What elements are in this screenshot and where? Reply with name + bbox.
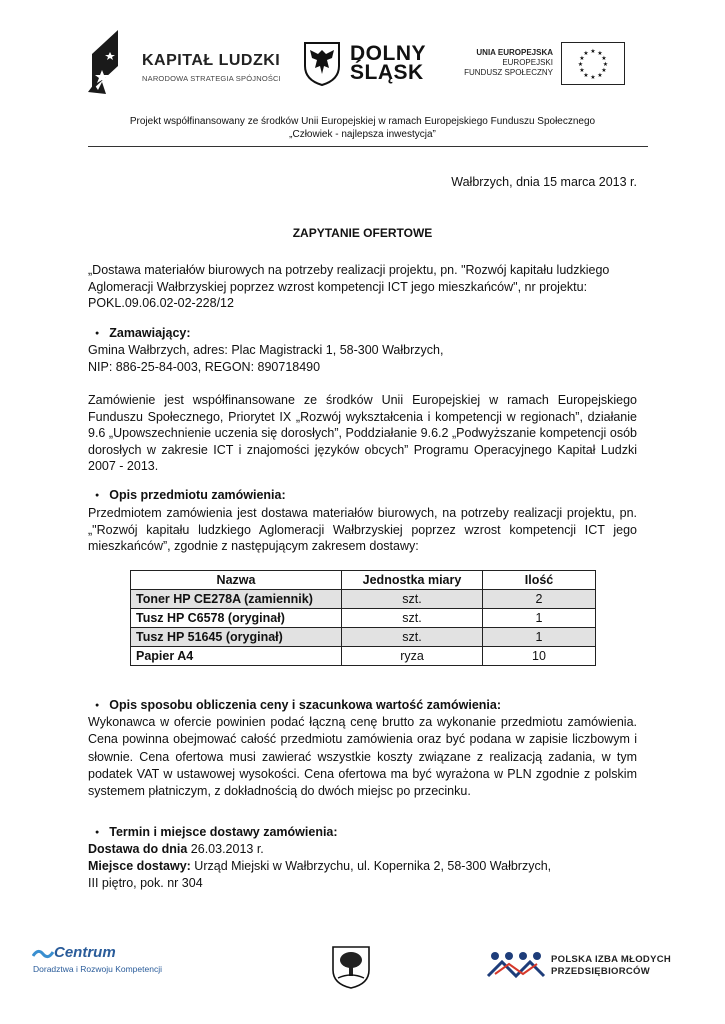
table-header-cell: Ilość bbox=[483, 571, 596, 590]
miejsce-value: Urząd Miejski w Wałbrzychu, ul. Kopernika 2, 58-300 Wałbrzych, bbox=[190, 859, 552, 873]
svg-text:★: ★ bbox=[579, 67, 585, 74]
zamawiajacy-ids: NIP: 886-25-84-003, REGON: 890718490 bbox=[88, 359, 321, 374]
table-cell-name: Tusz HP C6578 (oryginał) bbox=[131, 609, 342, 628]
termin-heading-text: Termin i miejsce dostawy zamówienia: bbox=[109, 825, 338, 839]
pimp-logo bbox=[485, 948, 685, 982]
table-cell-qty: 2 bbox=[483, 590, 596, 609]
project-note-line1: Projekt współfinansowany ze środków Unii Europejskiej w ramach Europejskiego Funduszu Społecznego bbox=[129, 116, 596, 127]
pimp-line1: POLSKA IZBA MŁODYCH bbox=[551, 954, 672, 965]
kapital-ludzki-logo bbox=[88, 30, 288, 98]
table-cell-name: Papier A4 bbox=[131, 647, 342, 666]
table-header-cell: Jednostka miary bbox=[342, 571, 483, 590]
opis-przedmiotu-heading bbox=[95, 488, 286, 502]
project-cofinancing-note bbox=[0, 115, 725, 141]
svg-text:★: ★ bbox=[601, 67, 607, 74]
dolny-slask-line1: DOLNY bbox=[350, 42, 426, 65]
svg-text:★: ★ bbox=[597, 72, 603, 79]
svg-text:★: ★ bbox=[583, 72, 589, 79]
centrum-title: Centrum bbox=[54, 944, 116, 961]
items-table bbox=[130, 570, 596, 666]
svg-text:★: ★ bbox=[579, 55, 585, 62]
dolny-slask-line2: ŚLĄSK bbox=[350, 61, 424, 84]
centrum-logo bbox=[32, 944, 192, 978]
ue-efs-text bbox=[455, 48, 553, 78]
dolny-slask-logo bbox=[302, 40, 442, 90]
zamawiajacy-block bbox=[88, 342, 637, 375]
opis-ceny-heading-text: Opis sposobu obliczenia ceny i szacunkowa wartość zamówienia: bbox=[109, 698, 502, 712]
eagle-shield-icon bbox=[302, 40, 342, 86]
dostawa-value: 26.03.2013 r. bbox=[187, 842, 264, 856]
miejsce-line2: III piętro, pok. nr 304 bbox=[88, 876, 203, 890]
header-divider bbox=[88, 146, 648, 147]
ue-line3: FUNDUSZ SPOŁECZNY bbox=[464, 68, 553, 77]
project-note-line2: „Człowiek - najlepsza inwestycja” bbox=[289, 129, 436, 140]
zamawiajacy-heading-text: Zamawiający: bbox=[109, 326, 191, 340]
opis-ceny-heading bbox=[95, 698, 501, 712]
eu-flag-icon bbox=[561, 42, 625, 85]
centrum-wave-icon bbox=[32, 946, 54, 962]
termin-block bbox=[88, 841, 637, 892]
svg-text:★: ★ bbox=[590, 48, 596, 55]
svg-text:★: ★ bbox=[602, 61, 609, 68]
svg-text:★: ★ bbox=[601, 55, 607, 62]
miejsce-label: Miejsce dostawy: bbox=[88, 859, 191, 873]
dostawa-label: Dostawa do dnia bbox=[88, 842, 188, 856]
table-row bbox=[131, 628, 596, 647]
table-header-row bbox=[131, 571, 596, 590]
opis-przedmiotu-paragraph: Przedmiotem zamówienia jest dostawa materiałów biurowych, na potrzeby realizacji projektu, pn. „"Rozwój kapitału ludzkiego Aglomeracji Wałbrzyskiej poprzez wzrost kompetencji ICT jego mieszkańców”, zgodnie z następującym zakresem dostawy: bbox=[88, 506, 637, 553]
table-cell-name: Toner HP CE278A (zamiennik) bbox=[131, 590, 342, 609]
opis-przedmiotu-heading-text: Opis przedmiotu zamówienia: bbox=[109, 488, 286, 502]
centrum-subtitle: Doradztwa i Rozwoju Kompetencji bbox=[33, 964, 162, 974]
ue-line2: EUROPEJSKI bbox=[502, 58, 553, 67]
dostawa-line bbox=[88, 841, 637, 858]
pimp-figures-icon bbox=[485, 948, 547, 980]
termin-heading bbox=[95, 825, 338, 839]
table-header-cell: Nazwa bbox=[131, 571, 342, 590]
kapital-ludzki-subtitle: NARODOWA STRATEGIA SPÓJNOŚCI bbox=[142, 74, 281, 83]
pimp-line2: PRZEDSIĘBIORCÓW bbox=[551, 966, 650, 977]
cofinancing-paragraph: Zamówienie jest współfinansowane ze środków Unii Europejskiej w ramach Europejskiego Funduszu Społecznego, Priorytet IX „Rozwój wykształcenia i kompetencji w regionach”, działanie 9.6 „Upowszechnienie uczenia się dorosłych”, Poddziałanie 9.6.2 „Podwyższanie kompetencji osób dorosłych w zakresie ICT i znajomości języków obcych” Programu Operacyjnego Kapitał Ludzki 2007 - 2013. bbox=[88, 393, 637, 473]
table-row bbox=[131, 609, 596, 628]
table-row bbox=[131, 647, 596, 666]
table-cell-qty: 1 bbox=[483, 628, 596, 647]
svg-text:★: ★ bbox=[583, 50, 589, 57]
table-cell-unit: szt. bbox=[342, 628, 483, 647]
walbrzych-coat-of-arms-icon bbox=[330, 944, 372, 990]
zamawiajacy-address: Gmina Wałbrzych, adres: Plac Magistracki 1, 58-300 Wałbrzych, bbox=[88, 343, 444, 357]
table-cell-unit: szt. bbox=[342, 609, 483, 628]
table-cell-unit: szt. bbox=[342, 590, 483, 609]
opis-ceny-paragraph: Wykonawca w ofercie powinien podać łączną cenę brutto za wykonanie przedmiotu zamówienia. Cena powinna obejmować całość przedmiotu zamówienia oraz być podana w zapisie liczbowym i słownie. Cena ofertowa musi zawierać wszystkie koszty związane z realizacją zadania, w tym podatek VAT w ustawowej wysokości. Cena ofertowa ma być wyrażona w PLN zgodnie z polskim systemem płatniczym, z dokładnością do dwóch miejsc po przecinku. bbox=[88, 715, 637, 799]
document-title: ZAPYTANIE OFERTOWE bbox=[292, 226, 433, 240]
table-cell-qty: 10 bbox=[483, 647, 596, 666]
zamawiajacy-heading bbox=[95, 326, 191, 340]
table-cell-qty: 1 bbox=[483, 609, 596, 628]
intro-paragraph: „Dostawa materiałów biurowych na potrzeby realizacji projektu, pn. "Rozwój kapitału ludzkiego Aglomeracji Wałbrzyskiej poprzez wzrost kompetencji ICT jego mieszkańców", nr projektu: POKL.09.06.02-02-228/12 bbox=[88, 263, 610, 310]
kapital-ludzki-title: KAPITAŁ LUDZKI bbox=[142, 52, 281, 69]
table-cell-name: Tusz HP 51645 (oryginał) bbox=[131, 628, 342, 647]
svg-text:★: ★ bbox=[590, 74, 596, 81]
ue-line1: UNIA EUROPEJSKA bbox=[476, 48, 553, 57]
document-date: Wałbrzych, dnia 15 marca 2013 r. bbox=[451, 175, 637, 189]
svg-text:★: ★ bbox=[597, 50, 603, 57]
miejsce-line bbox=[88, 858, 637, 875]
table-row bbox=[131, 590, 596, 609]
svg-text:★: ★ bbox=[577, 61, 584, 68]
kapital-ludzki-emblem-icon bbox=[88, 30, 126, 96]
table-cell-unit: ryza bbox=[342, 647, 483, 666]
